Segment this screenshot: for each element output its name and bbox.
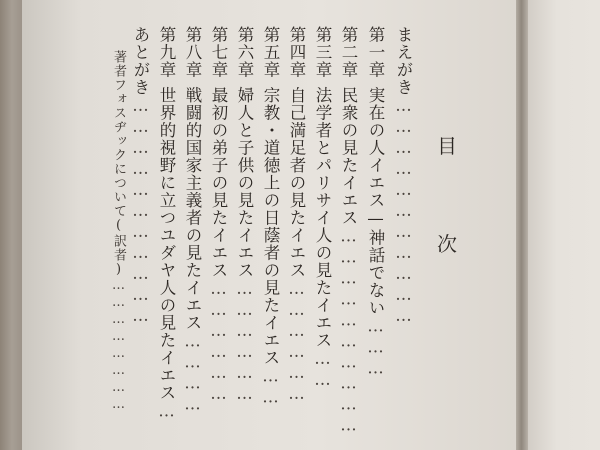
- toc-entry-ch1: 第一章実在の人イエス—神話でない………: [366, 26, 385, 380]
- toc-entry-ch8: 第八章戦闘的国家主義者の見たイエス…………: [183, 26, 202, 416]
- toc-entry-afterword: あとがき……………………………: [131, 26, 150, 327]
- toc-heading-char-2: 次: [437, 232, 457, 256]
- book-spine: [0, 0, 22, 450]
- toc-entry-ch3: 第三章法学者とパリサイ人の見たイエス……: [313, 26, 332, 391]
- toc-entry-preface: まえがき……………………………: [394, 26, 413, 327]
- toc-entry-ch4: 第四章自己満足者の見たイエス………………: [287, 26, 306, 405]
- right-page: [528, 0, 600, 450]
- toc-entry-ch6: 第六章婦人と子供の見たイエス………………: [235, 26, 254, 405]
- page-gutter: [516, 0, 528, 450]
- toc-entry-ch2: 第二章民衆の見たイエス…………………………: [339, 26, 358, 437]
- toc-entry-ch7: 第七章最初の弟子の見たイエス………………: [209, 26, 228, 405]
- toc-entry-about-author: 著者フォスヂックについて(訳者)……………………: [111, 50, 126, 414]
- toc-heading-char-1: 目: [437, 134, 457, 158]
- toc-entry-ch5: 第五章宗教・道徳上の日蔭者の見たイエス……: [261, 26, 280, 409]
- toc-entry-ch9: 第九章世界的視野に立つユダヤ人の見たイエス…: [157, 26, 176, 423]
